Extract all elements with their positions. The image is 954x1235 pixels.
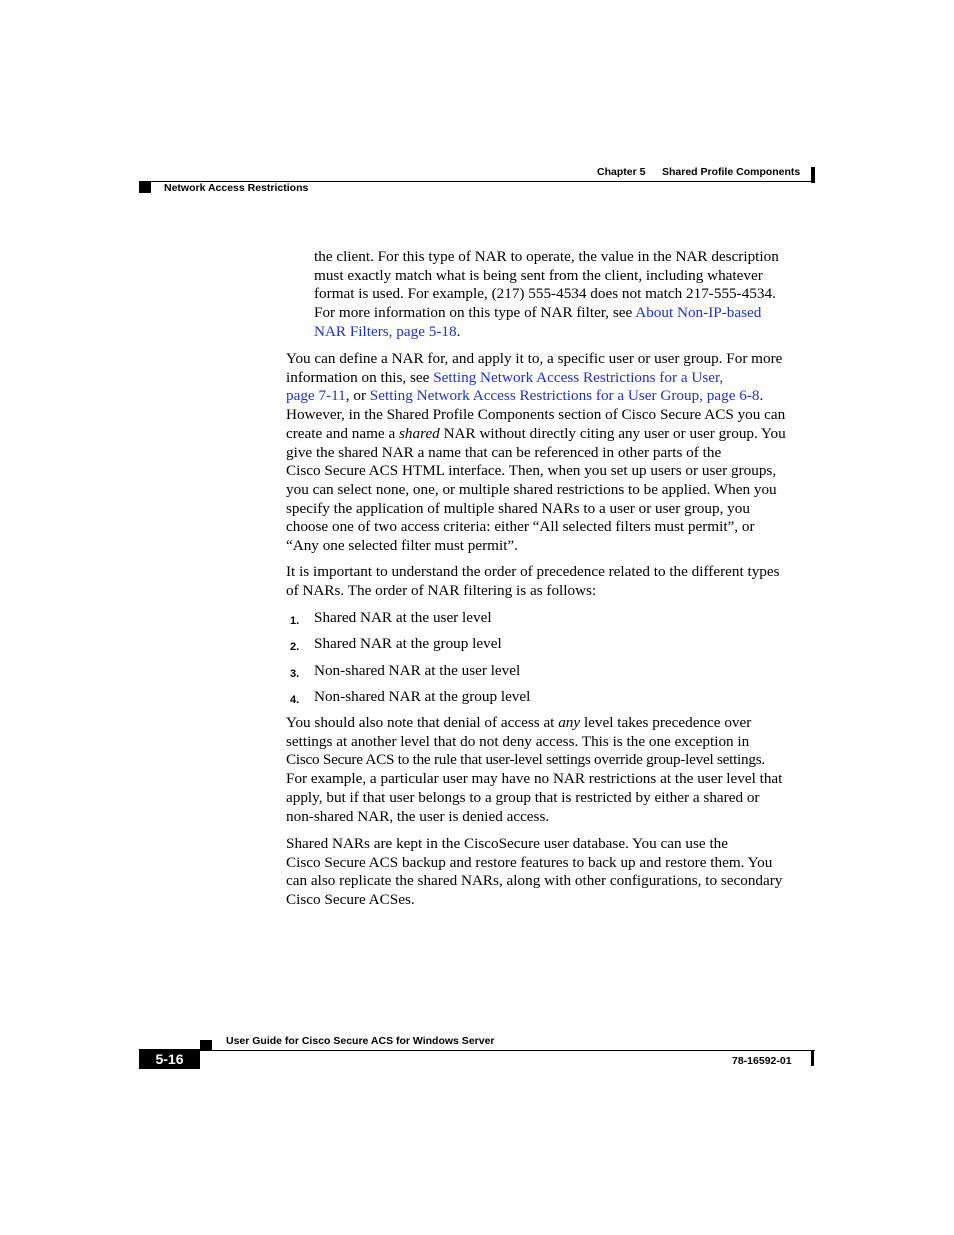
text-line [286, 387, 812, 406]
text-span: For more information on this type of NAR filter, see [314, 304, 636, 322]
text-line: can also replicate the shared NARs, along with other configurations, to secondary [286, 872, 783, 890]
page-number: 5-16 [139, 1049, 200, 1069]
list-number: 1. [290, 615, 300, 627]
paragraph-define-nar [286, 350, 812, 556]
footer-doc-number: 78-16592-01 [732, 1055, 792, 1067]
text-line: format is used. For example, (217) 555-4534 does not match 217-555-4534. [314, 285, 776, 303]
paragraph-order-of-precedence [286, 563, 812, 600]
text-line [314, 323, 814, 342]
link-nar-for-user-page[interactable]: page 7-11 [286, 387, 346, 405]
text-line [286, 714, 812, 733]
text-line: specify the application of multiple shared NARs to a user or user group, you [286, 499, 750, 517]
link-nar-for-user-group[interactable]: Setting Network Access Restrictions for a User Group, page 6-8 [369, 387, 760, 405]
paragraph-denial-precedence [286, 714, 812, 826]
text-span: You should also note that denial of access at [286, 714, 559, 731]
text-line: choose one of two access criteria: either “All selected filters must permit”, or [286, 518, 755, 536]
emphasis-text: shared [399, 424, 440, 442]
link-nar-for-user[interactable]: Setting Network Access Restrictions for a User, [433, 368, 724, 386]
emphasis-text: any [558, 714, 581, 731]
link-nar-filters-page[interactable]: NAR Filters, page 5-18 [314, 322, 457, 340]
text-span: information on this, see [286, 368, 434, 386]
text-line: Shared NARs are kept in the CiscoSecure user database. You can use the [286, 835, 729, 852]
header-chapter-title: Shared Profile Components [662, 166, 801, 178]
footer-rule [200, 1050, 815, 1051]
text-line: non-shared NAR, the user is denied access. [286, 807, 550, 825]
text-line: of NARs. The order of NAR filtering is as follows: [286, 581, 597, 599]
text-line: Cisco Secure ACS to the rule that user-level settings override group-level settings. [286, 751, 765, 769]
list-number: 2. [290, 641, 300, 653]
text-span: level takes precedence over [580, 714, 752, 731]
text-span: NAR without directly citing any user or user group. You [439, 424, 786, 442]
text-line: For example, a particular user may have no NAR restrictions at the user level that [286, 770, 783, 788]
list-item: Non-shared NAR at the user level [314, 662, 521, 679]
list-number: 4. [290, 694, 300, 706]
text-line: settings at another level that do not deny access. This is the one exception in [286, 732, 750, 750]
text-span: create and name a [286, 424, 399, 442]
list-item: Shared NAR at the user level [314, 609, 492, 626]
text-line [286, 425, 812, 444]
text-line [314, 304, 814, 323]
header-chapter: Chapter 5 [597, 166, 646, 178]
footer-guide-title: User Guide for Cisco Secure ACS for Windows Server [226, 1035, 495, 1047]
link-about-non-ip-nar-filters[interactable]: About Non-IP-based [635, 304, 762, 322]
text-line: “Any one selected filter must permit”. [286, 537, 518, 555]
text-line: You can define a NAR for, and apply it to, a specific user or user group. For more [286, 350, 783, 367]
text-line: Cisco Secure ACSes. [286, 891, 415, 909]
text-line [286, 369, 812, 388]
text-span: , or [345, 387, 370, 405]
text-line: give the shared NAR a name that can be referenced in other parts of the [286, 443, 722, 461]
header-section-title: Network Access Restrictions [164, 182, 309, 194]
text-line: must exactly match what is being sent from the client, including whatever [314, 266, 763, 284]
paragraph-shared-nars-database [286, 835, 812, 910]
text-span: . [456, 322, 461, 340]
text-line: It is important to understand the order of precedence related to the different types [286, 563, 780, 580]
list-number: 3. [290, 668, 300, 680]
footer-right-bar [811, 1051, 814, 1066]
text-line: you can select none, one, or multiple shared restrictions to be applied. When you [286, 480, 777, 498]
header-section-marker [139, 182, 151, 193]
text-line: Cisco Secure ACS backup and restore features to back up and restore them. You [286, 853, 773, 871]
text-span: . [759, 387, 764, 405]
text-line: the client. For this type of NAR to operate, the value in the NAR description [314, 248, 779, 265]
list-item: Non-shared NAR at the group level [314, 688, 531, 705]
text-line: However, in the Shared Profile Components section of Cisco Secure ACS you can [286, 406, 786, 424]
text-line: Cisco Secure ACS HTML interface. Then, when you set up users or user groups, [286, 462, 777, 480]
text-line: apply, but if that user belongs to a group that is restricted by either a shared or [286, 788, 760, 806]
list-item: Shared NAR at the group level [314, 635, 502, 652]
paragraph-continuation [314, 248, 814, 342]
